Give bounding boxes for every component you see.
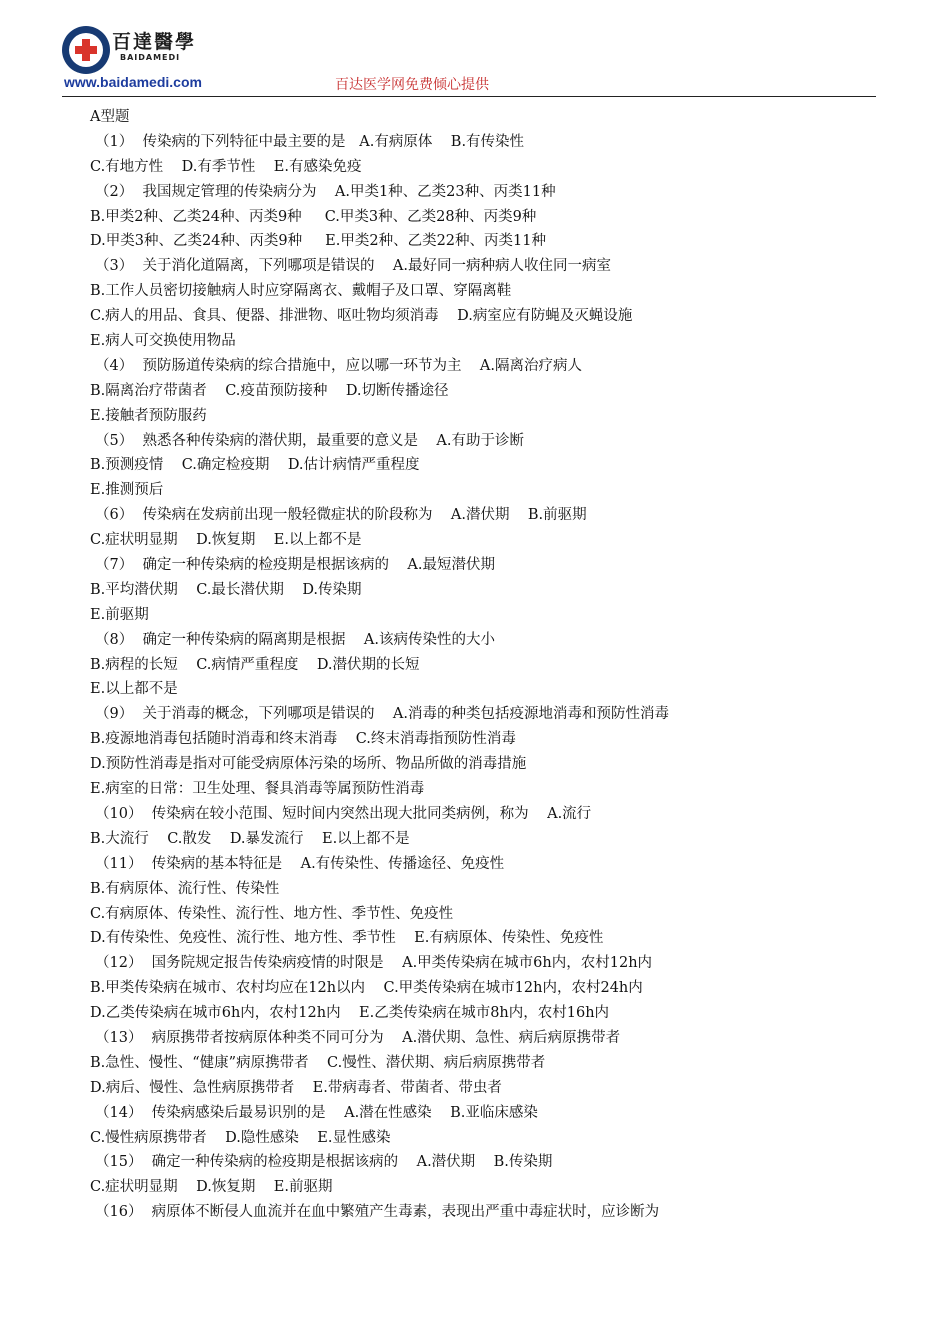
answer-options-line: B.疫源地消毒包括随时消毒和终末消毒 C.终末消毒指预防性消毒 <box>90 731 516 748</box>
answer-options-line: C.有病原体、传染性、流行性、地方性、季节性、免疫性 <box>90 905 454 922</box>
answer-options-line: C.症状明显期 D.恢复期 E.以上都不是 <box>90 532 362 549</box>
answer-options-line: B.急性、慢性、“健康”病原携带者 C.慢性、潜伏期、病后病原携带者 <box>90 1054 546 1071</box>
answer-options-line: C.症状明显期 D.恢复期 E.前驱期 <box>90 1179 333 1196</box>
brand-name-chinese: 百達醫學 <box>112 31 197 53</box>
question-stem: （13） 病原携带者按病原体种类不同可分为 A.潜伏期、急性、病后病原携带者 <box>95 1029 621 1046</box>
section-title: A型题 <box>90 109 130 125</box>
answer-options-line: C.病人的用品、食具、便器、排泄物、呕吐物均须消毒 D.病室应有防蝇及灭蝇设施 <box>90 308 633 325</box>
question-stem: （4） 预防肠道传染病的综合措施中，应以哪一环节为主 A.隔离治疗病人 <box>95 357 582 374</box>
answer-options-line: D.甲类3种、乙类24种、丙类9种 E.甲类2种、乙类22种、丙类11种 <box>90 233 546 250</box>
answer-options-line: E.病室的日常：卫生处理、餐具消毒等属预防性消毒 <box>90 781 425 798</box>
answer-options-line: B.甲类2种、乙类24种、丙类9种 C.甲类3种、乙类28种、丙类9种 <box>90 208 537 225</box>
question-stem: （16） 病原体不断侵人血流并在血中繁殖产生毒素，表现出严重中毒症状时，应诊断为 <box>95 1204 660 1221</box>
answer-options-line: E.接触者预防服药 <box>90 407 207 424</box>
answer-options-line: E.前驱期 <box>90 606 149 623</box>
question-stem: （7） 确定一种传染病的检疫期是根据该病的 A.最短潜伏期 <box>95 557 495 574</box>
header-divider <box>62 96 876 97</box>
answer-options-line: C.慢性病原携带者 D.隐性感染 E.显性感染 <box>90 1129 391 1146</box>
question-stem: （5） 熟悉各种传染病的潜伏期，最重要的意义是 A.有助于诊断 <box>95 432 524 449</box>
answer-options-line: B.病程的长短 C.病情严重程度 D.潜伏期的长短 <box>90 656 420 673</box>
answer-options-line: B.大流行 C.散发 D.暴发流行 E.以上都不是 <box>90 830 410 847</box>
answer-options-line: D.有传染性、免疫性、流行性、地方性、季节性 E.有病原体、传染性、免疫性 <box>90 930 604 947</box>
answer-options-line: B.甲类传染病在城市、农村均应在12h以内 C.甲类传染病在城市12h内，农村24h内 <box>90 980 643 997</box>
answer-options-line: B.隔离治疗带菌者 C.疫苗预防接种 D.切断传播途径 <box>90 382 449 399</box>
question-stem: （15） 确定一种传染病的检疫期是根据该病的 A.潜伏期 B.传染期 <box>95 1154 553 1171</box>
answer-options-line: B.有病原体、流行性、传染性 <box>90 880 280 897</box>
question-stem: （1） 传染病的下列特征中最主要的是 A.有病原体 B.有传染性 <box>95 133 525 150</box>
answer-options-line: E.推测预后 <box>90 482 164 499</box>
header-slogan: 百达医学网免费倾心提供 <box>335 77 489 93</box>
question-stem: （12） 国务院规定报告传染病疫情的时限是 A.甲类传染病在城市6h内，农村12h内 <box>95 955 653 972</box>
question-stem: （6） 传染病在发病前出现一般轻微症状的阶段称为 A.潜伏期 B.前驱期 <box>95 507 587 524</box>
baidamedi-logo-icon <box>62 26 110 74</box>
question-stem: （3） 关于消化道隔离，下列哪项是错误的 A.最好同一病种病人收住同一病室 <box>95 258 611 275</box>
answer-options-line: D.预防性消毒是指对可能受病原体污染的场所、物品所做的消毒措施 <box>90 756 527 773</box>
question-stem: （10） 传染病在较小范围、短时间内突然出现大批同类病例，称为 A.流行 <box>95 805 592 822</box>
answer-options-line: C.有地方性 D.有季节性 E.有感染免疫 <box>90 158 362 175</box>
answer-options-line: D.乙类传染病在城市6h内，农村12h内 E.乙类传染病在城市8h内，农村16h内 <box>90 1005 610 1022</box>
answer-options-line: B.平均潜伏期 C.最长潜伏期 D.传染期 <box>90 581 362 598</box>
answer-options-line: E.病人可交换使用物品 <box>90 333 236 350</box>
page-header <box>0 0 950 100</box>
answer-options-line: B.预测疫情 C.确定检疫期 D.估计病情严重程度 <box>90 457 420 474</box>
question-stem: （14） 传染病感染后最易识别的是 A.潜在性感染 B.亚临床感染 <box>95 1104 538 1121</box>
site-url-link[interactable]: www.baidamedi.com <box>64 74 202 90</box>
question-stem: （11） 传染病的基本特征是 A.有传染性、传播途径、免疫性 <box>95 855 505 872</box>
question-stem: （9） 关于消毒的概念，下列哪项是错误的 A.消毒的种类包括疫源地消毒和预防性消毒 <box>95 706 669 723</box>
answer-options-line: E.以上都不是 <box>90 681 178 698</box>
question-list <box>90 105 880 1225</box>
answer-options-line: B.工作人员密切接触病人时应穿隔离衣、戴帽子及口罩、穿隔离鞋 <box>90 283 512 300</box>
question-stem: （2） 我国规定管理的传染病分为 A.甲类1种、乙类23种、丙类11种 <box>95 183 556 200</box>
answer-options-line: D.病后、慢性、急性病原携带者 E.带病毒者、带菌者、带虫者 <box>90 1079 502 1096</box>
brand-name-english: BAIDAMEDI <box>120 53 181 62</box>
question-stem: （8） 确定一种传染病的隔离期是根据 A.该病传染性的大小 <box>95 631 495 648</box>
